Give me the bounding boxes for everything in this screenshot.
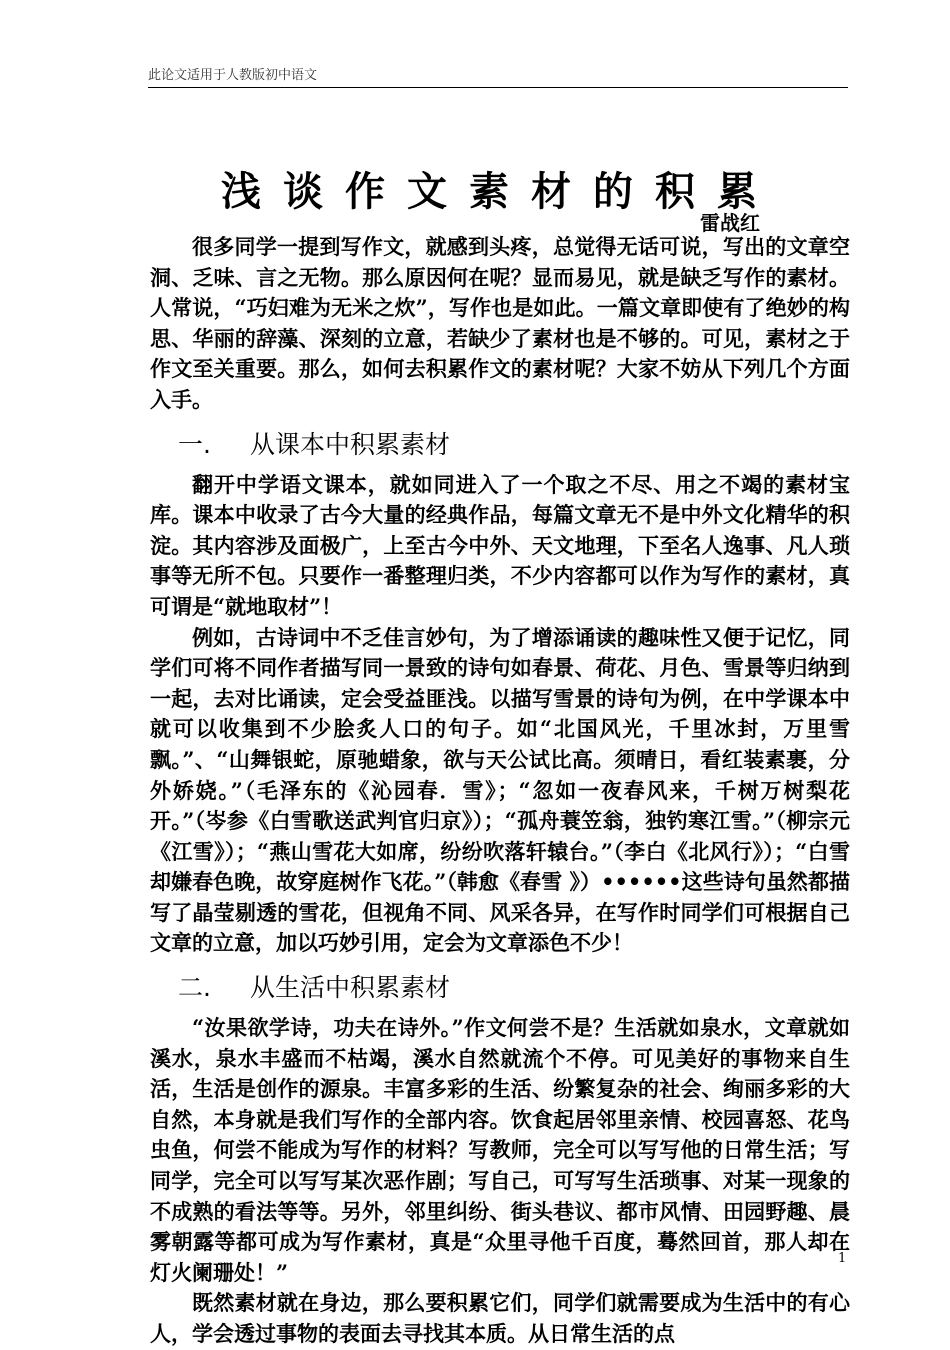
body-paragraph: 例如，古诗词中不乏佳言妙句，为了增添诵读的趣味性又便于记忆，同学们可将不同作者描写同一景致的诗句如春景、荷花、月色、雪景等归纳到一起，去对比诵读，定会受益匪浅。以描写雪景的诗句为例，在中学课本中就可以收集到不少脍炙人口的句子。如“北国风光，千里冰封，万里雪飘。”、“山舞银蛇，原驰蜡象，欲与天公试比高。须晴日，看红装素裹，分外娇娆。”（毛泽东的《沁园春．雪》；“忽如一夜春风来，千树万树梨花开。”（岑参《白雪歌送武判官归京》）；“孤舟蓑笠翁，独钓寒江雪。”（柳宗元《江雪》）；“燕山雪花大如席，纷纷吹落轩辕台。”（李白《北风行》）；“白雪却嫌春色晚，故穿庭树作飞花。”（韩愈《春雪 》）••••••这些诗句虽然都描写了晶莹剔透的雪花，但视角不同、风采各异，在写作时同学们可根据自己文章的立意，加以巧妙引用，定会为文章添色不少！ xyxy=(150,624,850,956)
section-title: 从课本中积累素材 xyxy=(250,429,451,459)
section-heading-1 xyxy=(178,426,850,464)
section-heading-2 xyxy=(178,969,850,1007)
article-title: 浅谈作文素材的积累 xyxy=(221,169,779,215)
section-number: 一. xyxy=(178,429,211,459)
section-title: 从生活中积累素材 xyxy=(250,973,451,1003)
page-header: 此论文适用于人教版初中语文 xyxy=(148,64,848,88)
page-number: 1 xyxy=(838,1251,847,1266)
intro-paragraph: 很多同学一提到写作文，就感到头疼，总觉得无话可说，写出的文章空洞、乏味、言之无物。那么原因何在呢？显而易见，就是缺乏写作的素材。人常说，“巧妇难为无米之炊”，写作也是如此。一篇文章即使有了绝妙的构思、华丽的辞藻、深刻的立意，若缺少了素材也是不够的。可见，素材之于作文至关重要。那么，如何去积累作文的素材呢？大家不妨从下列几个方面入手。 xyxy=(150,234,850,412)
body-paragraph: “汝果欲学诗，功夫在诗外。”作文何尝不是？生活就如泉水，文章就如溪水，泉水丰盛而不枯竭，溪水自然就流个不停。可见美好的事物来自生活，生活是创作的源泉。丰富多彩的生活、纷繁复杂的社会、绚丽多彩的大自然，本身就是我们写作的全部内容。饮食起居邻里亲情、校园喜怒、花鸟虫鱼，何尝不能成为写作的材料？写教师，完全可以写写他的日常生活；写同学，完全可以写写某次恶作剧；写自己，可写写生活琐事、对某一现象的不成熟的看法等等。另外，邻里纠纷、街头巷议、都市风情、田园野趣、晨雾朝露等都可成为写作素材，真是“众里寻他千百度，蓦然回首，那人却在灯火阑珊处！” xyxy=(150,1015,850,1285)
section-number: 二. xyxy=(178,973,211,1003)
author-name: 雷战红 xyxy=(700,211,760,235)
body-paragraph: 既然素材就在身边，那么要积累它们，同学们就需要成为生活中的有心人，学会透过事物的表面去寻找其本质。从日常生活的点 xyxy=(150,1290,850,1346)
body-paragraph: 翻开中学语文课本，就如同进入了一个取之不尽、用之不竭的素材宝库。课本中收录了古今大量的经典作品，每篇文章无不是中外文化精华的积淀。其内容涉及面极广，上至古今中外、天文地理，下至名人逸事、凡人琐事等无所不包。只要作一番整理归类，不少内容都可以作为写作的素材，真可谓是“就地取材”！ xyxy=(150,471,850,619)
article-body xyxy=(150,232,850,1350)
